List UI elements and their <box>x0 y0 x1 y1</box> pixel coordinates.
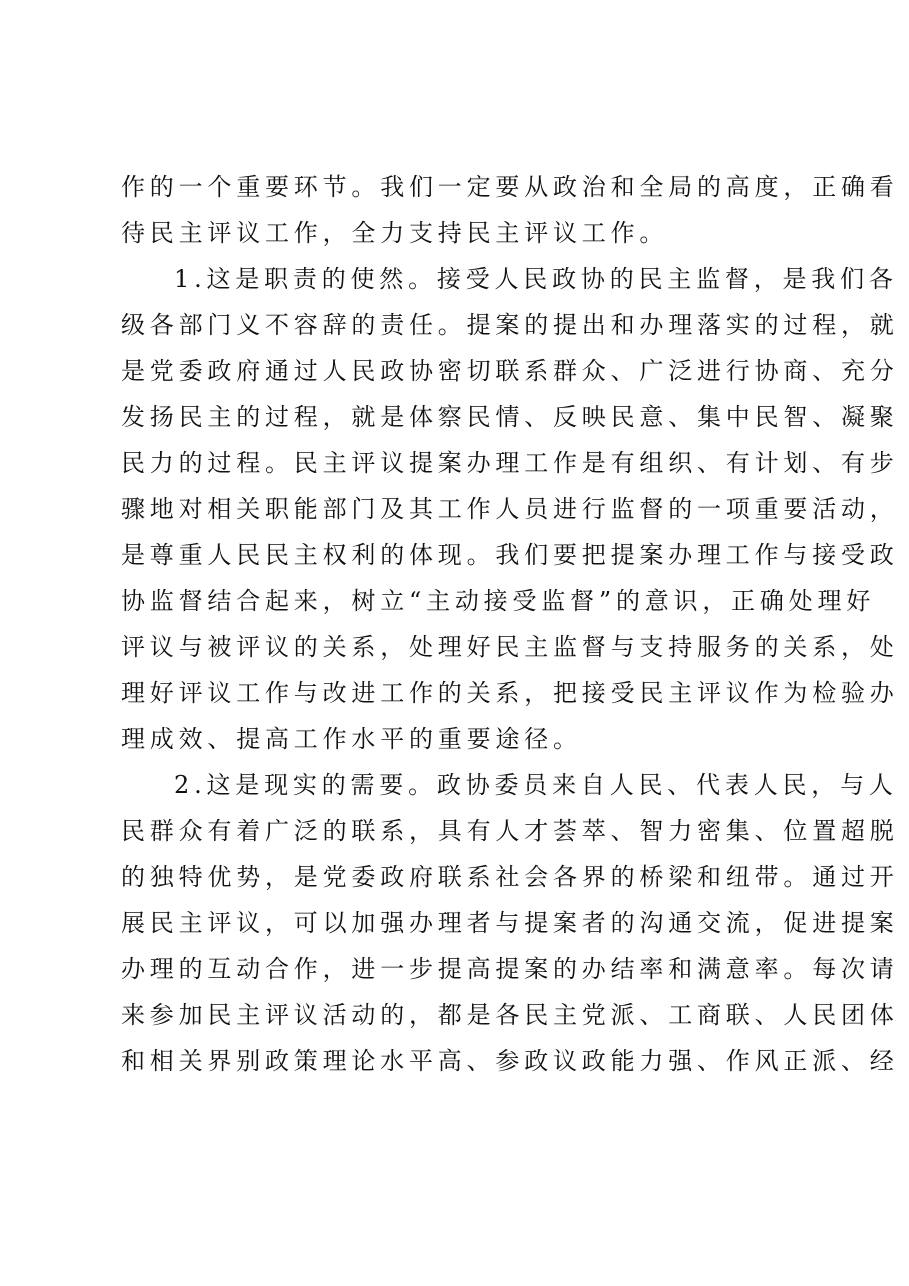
text-line: 2.这是现实的需要。政协委员来自人民、代表人民，与人 <box>174 771 898 799</box>
text-line: 1.这是职责的使然。接受人民政协的民主监督，是我们各 <box>174 265 898 293</box>
text-line: 是尊重人民民主权利的体现。我们要把提案办理工作与接受政 <box>121 541 899 569</box>
text-line: 理好评议工作与改进工作的关系，把接受民主评议作为检验办 <box>121 679 899 707</box>
text-line: 待民主评议工作，全力支持民主评议工作。 <box>121 219 669 247</box>
text-line: 的独特优势，是党委政府联系社会各界的桥梁和纽带。通过开 <box>121 863 899 891</box>
text-line: 民力的过程。民主评议提案办理工作是有组织、有计划、有步 <box>121 449 899 477</box>
text-line: 作的一个重要环节。我们一定要从政治和全局的高度，正确看 <box>121 173 899 201</box>
text-line: 发扬民主的过程，就是体察民情、反映民意、集中民智、凝聚 <box>121 403 899 431</box>
text-line: 是党委政府通过人民政协密切联系群众、广泛进行协商、充分 <box>121 357 899 385</box>
paragraph <box>121 256 899 762</box>
text-line: 级各部门义不容辞的责任。提案的提出和办理落实的过程，就 <box>121 311 899 339</box>
text-line: 来参加民主评议活动的，都是各民主党派、工商联、人民团体 <box>121 1001 899 1029</box>
text-line: 理成效、提高工作水平的重要途径。 <box>121 725 582 753</box>
paragraph <box>121 762 899 1084</box>
text-line: 骤地对相关职能部门及其工作人员进行监督的一项重要活动， <box>121 495 899 523</box>
paragraph <box>121 164 899 256</box>
text-line: 协监督结合起来，树立“主动接受监督”的意识，正确处理好 <box>121 587 876 615</box>
text-line: 评议与被评议的关系，处理好民主监督与支持服务的关系，处 <box>121 633 899 661</box>
text-line: 民群众有着广泛的联系，具有人才荟萃、智力密集、位置超脱 <box>121 817 899 845</box>
text-line: 和相关界别政策理论水平高、参政议政能力强、作风正派、经 <box>121 1047 899 1075</box>
body-text <box>121 164 899 1084</box>
text-line: 展民主评议，可以加强办理者与提案者的沟通交流，促进提案 <box>121 909 899 937</box>
text-line: 办理的互动合作，进一步提高提案的办结率和满意率。每次请 <box>121 955 899 983</box>
